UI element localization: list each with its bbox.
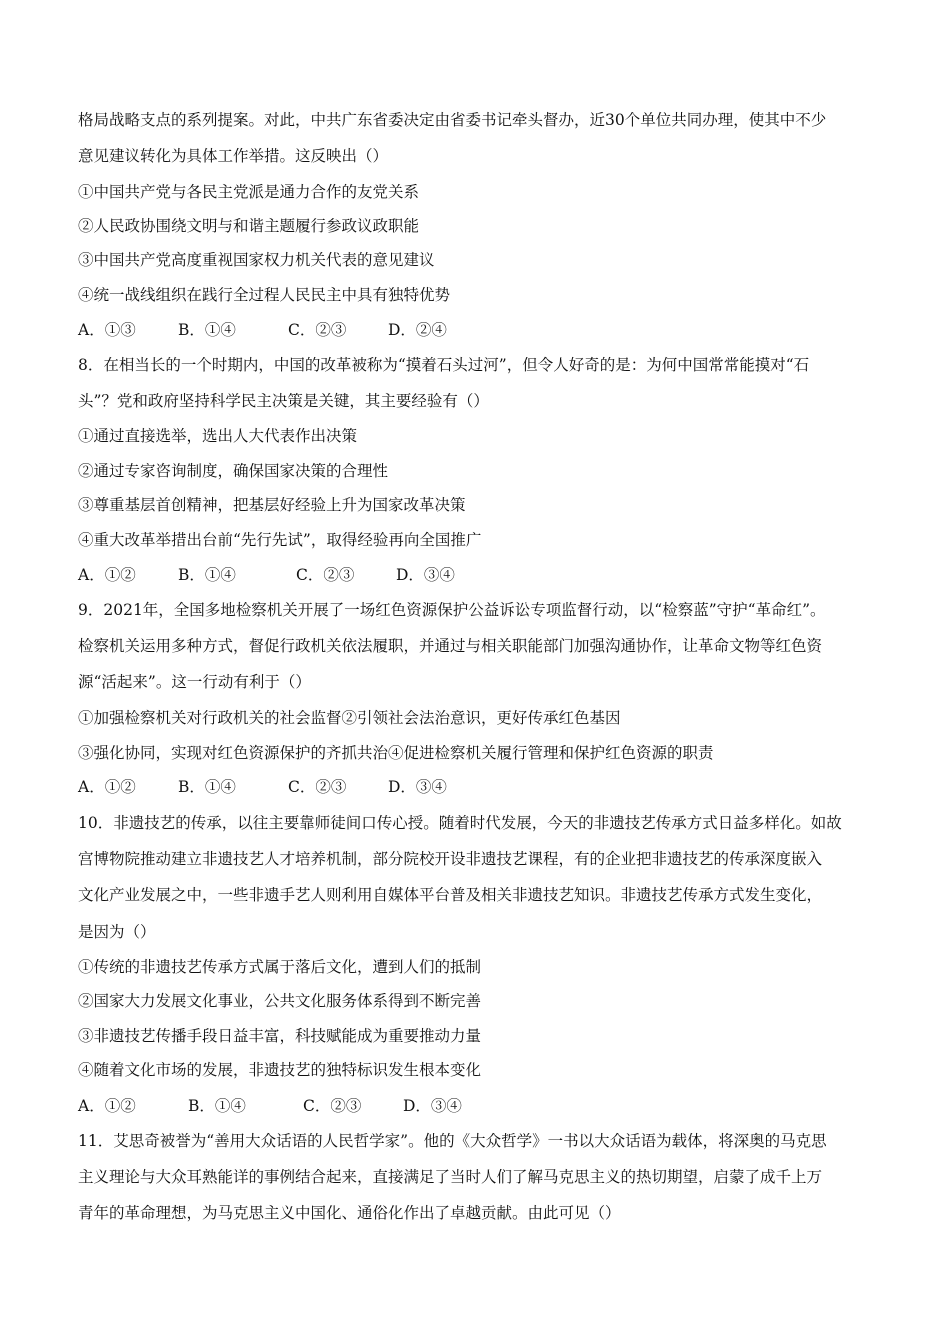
q9-choices	[78, 775, 447, 797]
q11-stem-line-2: 主义理论与大众耳熟能详的事例结合起来，直接满足了当时人们了解马克思主义的热切期望，启蒙了成千上万	[78, 1168, 823, 1186]
q10-choices	[78, 1094, 462, 1116]
q8-option-2: ②通过专家咨询制度，确保国家决策的合理性	[78, 462, 389, 480]
q9-option-2: ③强化协同，实现对红色资源保护的齐抓共治④促进检察机关履行管理和保护红色资源的职责	[78, 744, 714, 762]
q7-choice-c: C．②③	[288, 321, 347, 339]
q10-choice-d: D．③④	[403, 1097, 462, 1115]
q9-choice-d: D．③④	[388, 778, 447, 796]
q9-stem-line-1: 9．2021年，全国多地检察机关开展了一场红色资源保护公益诉讼专项监督行动，以“检察蓝”守护“革命红”。	[78, 601, 826, 619]
q10-option-2: ②国家大力发展文化事业，公共文化服务体系得到不断完善	[78, 992, 482, 1010]
q10-option-4: ④随着文化市场的发展，非遗技艺的独特标识发生根本变化	[78, 1061, 482, 1079]
q7-option-1: ①中国共产党与各民主党派是通力合作的友党关系	[78, 183, 420, 201]
q8-choice-d: D．③④	[396, 566, 455, 584]
q7-stem-line-1: 格局战略支点的系列提案。对此，中共广东省委决定由省委书记牵头督办，近30个单位共同办理，使其中不少	[78, 111, 827, 129]
q7-option-2: ②人民政协围绕文明与和谐主题履行参政议政职能	[78, 217, 420, 235]
q10-option-3: ③非遗技艺传播手段日益丰富，科技赋能成为重要推动力量	[78, 1027, 482, 1045]
q8-choice-a: A．①②	[78, 566, 136, 584]
q9-choice-c: C．②③	[288, 778, 347, 796]
q10-stem-line-1: 10．非遗技艺的传承，以往主要靠师徒间口传心授。随着时代发展，今天的非遗技艺传承方式日益多样化。如故	[78, 814, 842, 832]
q10-choice-a: A．①②	[78, 1097, 136, 1115]
q8-option-4: ④重大改革举措出台前“先行先试”，取得经验再向全国推广	[78, 531, 482, 549]
q8-choice-c: C．②③	[296, 566, 355, 584]
q7-choices	[78, 318, 447, 340]
q7-choice-d: D．②④	[388, 321, 447, 339]
q9-choice-b: B．①④	[178, 778, 236, 796]
q9-stem-line-2: 检察机关运用多种方式，督促行政机关依法履职，并通过与相关职能部门加强沟通协作，让革命文物等红色资	[78, 637, 823, 655]
q8-stem-line-2: 头”？党和政府坚持科学民主决策是关键，其主要经验有（）	[78, 392, 489, 410]
q11-stem-line-1: 11．艾思奇被誉为“善用大众话语的人民哲学家”。他的《大众哲学》一书以大众话语为载体，将深奥的马克思	[78, 1132, 827, 1150]
q7-option-3: ③中国共产党高度重视国家权力机关代表的意见建议	[78, 251, 435, 269]
q9-option-1: ①加强检察机关对行政机关的社会监督②引领社会法治意识，更好传承红色基因	[78, 709, 621, 727]
q11-stem-line-3: 青年的革命理想，为马克思主义中国化、通俗化作出了卓越贡献。由此可见（）	[78, 1204, 621, 1222]
q10-stem-line-4: 是因为（）	[78, 923, 156, 941]
q10-stem-line-2: 宫博物院推动建立非遗技艺人才培养机制，部分院校开设非遗技艺课程，有的企业把非遗技艺的传承深度嵌入	[78, 850, 823, 868]
q8-stem-line-1: 8．在相当长的一个时期内，中国的改革被称为“摸着石头过河”，但令人好奇的是：为何中国常常能摸对“石	[78, 356, 810, 374]
q8-option-3: ③尊重基层首创精神，把基层好经验上升为国家改革决策	[78, 496, 466, 514]
q10-option-1: ①传统的非遗技艺传承方式属于落后文化，遭到人们的抵制	[78, 958, 482, 976]
q8-choice-b: B．①④	[178, 566, 236, 584]
q7-choice-a: A．①③	[78, 321, 136, 339]
q7-stem-line-2: 意见建议转化为具体工作举措。这反映出（）	[78, 147, 389, 165]
q8-choices	[78, 563, 455, 585]
q7-choice-b: B．①④	[178, 321, 236, 339]
q8-option-1: ①通过直接选举，选出人大代表作出决策	[78, 427, 358, 445]
q9-choice-a: A．①②	[78, 778, 136, 796]
q10-choice-c: C．②③	[303, 1097, 362, 1115]
q9-stem-line-3: 源“活起来”。这一行动有利于（）	[78, 673, 311, 691]
q10-stem-line-3: 文化产业发展之中，一些非遗手艺人则利用自媒体平台普及相关非遗技艺知识。非遗技艺传承方式发生变化，	[78, 886, 823, 904]
q10-choice-b: B．①④	[188, 1097, 246, 1115]
q7-option-4: ④统一战线组织在践行全过程人民民主中具有独特优势	[78, 286, 451, 304]
